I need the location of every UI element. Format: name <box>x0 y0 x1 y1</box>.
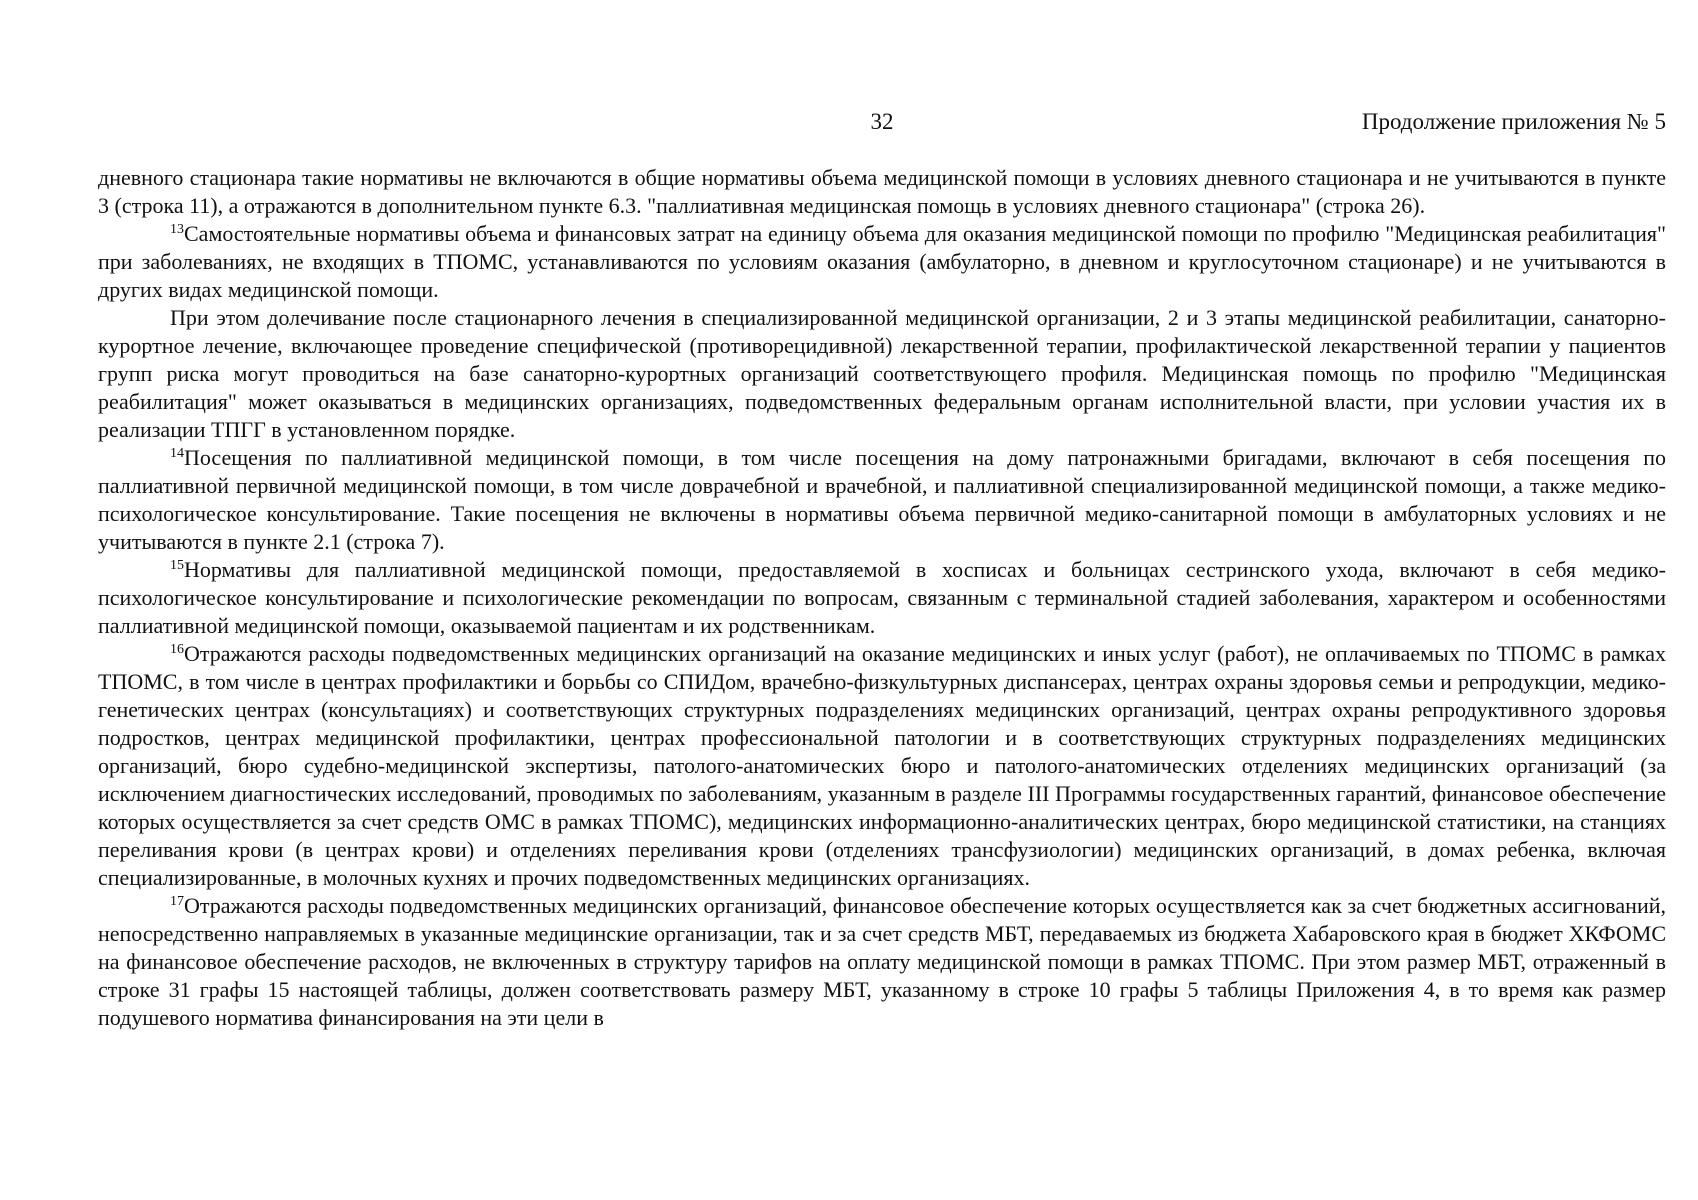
document-body <box>98 164 1666 1032</box>
paragraph-text: Отражаются расходы подведомственных медицинских организаций на оказание медицинских и иных услуг (работ), не оплачиваемых по ТПОМС в рамках ТПОМС, в том числе в центрах профилактики и борьбы со СПИДом, врачебно-физкультурных диспансерах, центрах охраны здоровья семьи и репродукции, медико-генетических центрах (консультациях) и соответствующих структурных подразделениях медицинских организаций, центрах охраны репродуктивного здоровья подростков, центрах медицинской профилактики, центрах профессиональной патологии и в соответствующих структурных подразделениях медицинских организаций, бюро судебно-медицинской экспертизы, патолого-анатомических бюро и патолого-анатомических отделениях медицинских организаций (за исключением диагностических исследований, проводимых по заболеваниям, указанным в разделе III Программы государственных гарантий, финансовое обеспечение которых осуществляется за счет средств ОМС в рамках ТПОМС), медицинских информационно-аналитических центрах, бюро медицинской статистики, на станциях переливания крови (в центрах крови) и отделениях переливания крови (отделениях трансфузиологии) медицинских организаций, в домах ребенка, включая специализированные, в молочных кухнях и прочих подведомственных медицинских организациях. <box>98 641 1666 890</box>
paragraph-text: Посещения по паллиативной медицинской помощи, в том числе посещения на дому патронажными бригадами, включают в себя посещения по паллиативной первичной медицинской помощи, в том числе доврачебной и врачебной, и паллиативной специализированной медицинской помощи, а также медико-психологическое консультирование. Такие посещения не включены в нормативы объема первичной медико-санитарной помощи в амбулаторных условиях и не учитываются в пункте 2.1 (строка 7). <box>98 445 1666 554</box>
footnote-14 <box>98 444 1666 556</box>
footnote-marker: 17 <box>170 894 184 909</box>
footnote-marker: 13 <box>170 222 184 237</box>
page-number: 32 <box>870 109 894 134</box>
document-page <box>98 108 1666 1168</box>
footnote-17 <box>98 892 1666 1032</box>
paragraph-text: При этом долечивание после стационарного лечения в специализированной медицинской организации, 2 и 3 этапы медицинской реабилитации, санаторно-курортное лечение, включающее проведение специфической (противорецидивной) лекарственной терапии, профилактической лекарственной терапии у пациентов групп риска могут проводиться на базе санаторно-курортных организаций соответствующего профиля. Медицинская помощь по профилю "Медицинская реабилитация" может оказываться в медицинских организациях, подведомственных федеральным органам исполнительной власти, при условии участия их в реализации ТПГГ в установленном порядке. <box>98 305 1666 442</box>
paragraph-text: дневного стационара такие нормативы не включаются в общие нормативы объема медицинской помощи в условиях дневного стационара и не учитываются в пункте 3 (строка 11), а отражаются в дополнительном пункте 6.3. "паллиативная медицинская помощь в условиях дневного стационара" (строка 26). <box>98 165 1666 218</box>
footnote-marker: 16 <box>170 642 184 657</box>
footnote-marker: 14 <box>170 446 184 461</box>
footnote-15 <box>98 556 1666 640</box>
paragraph-text: Отражаются расходы подведомственных медицинских организаций, финансовое обеспечение которых осуществляется как за счет бюджетных ассигнований, непосредственно направляемых в указанные медицинские организации, так и за счет средств МБТ, передаваемых из бюджета Хабаровского края в бюджет ХКФОМС на финансовое обеспечение расходов, не включенных в структуру тарифов на оплату медицинской помощи в рамках ТПОМС. При этом размер МБТ, отраженный в строке 31 графы 15 настоящей таблицы, должен соответствовать размеру МБТ, указанному в строке 10 графы 5 таблицы Приложения 4, в то время как размер подушевого норматива финансирования на эти цели в <box>98 893 1666 1030</box>
appendix-continuation-label: Продолжение приложения № 5 <box>1361 109 1666 134</box>
footnote-13 <box>98 220 1666 304</box>
page-header <box>98 108 1666 148</box>
paragraph-rehabilitation <box>98 304 1666 444</box>
paragraph-continuation <box>98 164 1666 220</box>
paragraph-text: Нормативы для паллиативной медицинской помощи, предоставляемой в хосписах и больницах сестринского ухода, включают в себя медико-психологическое консультирование и психологические рекомендации по вопросам, связанным с терминальной стадией заболевания, характером и особенностями паллиативной медицинской помощи, оказываемой пациентам и их родственникам. <box>98 557 1666 638</box>
footnote-marker: 15 <box>170 558 184 573</box>
paragraph-text: Самостоятельные нормативы объема и финансовых затрат на единицу объема для оказания медицинской помощи по профилю "Медицинская реабилитация" при заболеваниях, не входящих в ТПОМС, устанавливаются по условиям оказания (амбулаторно, в дневном и круглосуточном стационаре) и не учитываются в других видах медицинской помощи. <box>98 221 1666 302</box>
footnote-16 <box>98 640 1666 892</box>
